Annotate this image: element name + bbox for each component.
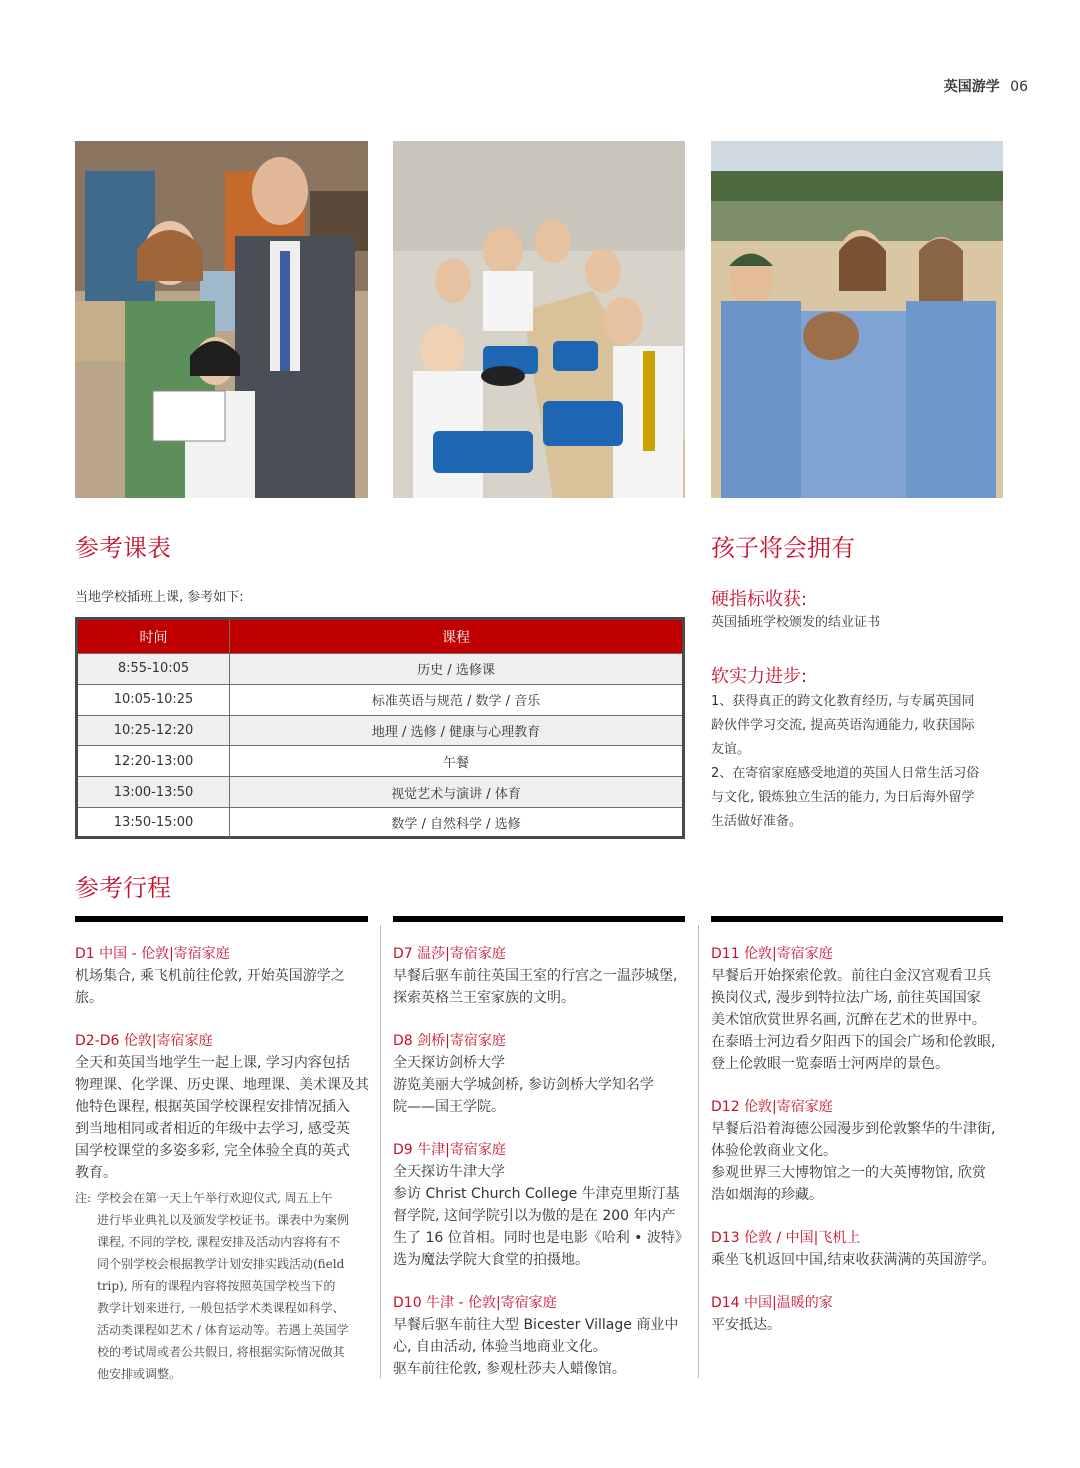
day-d8: [393, 1030, 690, 1118]
text-line: 全天和英国当地学生一起上课, 学习内容包括: [75, 1055, 350, 1071]
page-number: 06: [1010, 79, 1028, 95]
column-divider-bar: [711, 916, 1003, 922]
text-line: 教学计划来进行, 一般包括学术类课程如科学、: [97, 1301, 345, 1315]
day-title: D2-D6 伦敦|寄宿家庭: [75, 1033, 213, 1049]
day-title: D8 剑桥|寄宿家庭: [393, 1033, 506, 1049]
text-line: 选为魔法学院大食堂的拍摄地。: [393, 1252, 589, 1268]
row-time: 8:55-10:05: [78, 654, 230, 684]
schedule-table: [75, 617, 685, 839]
row-time: 10:05-10:25: [78, 685, 230, 715]
text-line: 1、获得真正的跨文化教育经历, 与专属英国同: [711, 694, 975, 709]
text-line: 他特色课程, 根据英国学校课程安排情况插入: [75, 1099, 350, 1115]
text-line: 物理课、化学课、历史课、地理课、美术课及其: [75, 1077, 369, 1093]
table-row: [78, 807, 682, 838]
day-title: D7 温莎|寄宿家庭: [393, 946, 506, 962]
text-line: 机场集合, 乘飞机前往伦敦, 开始英国游学之: [75, 968, 345, 984]
header-time: 时间: [78, 620, 230, 653]
day-d10: [393, 1292, 690, 1380]
playground-friends-photo: [711, 141, 1003, 498]
text-line: 乘坐飞机返回中国,结束收获满满的英国游学。: [711, 1252, 996, 1268]
table-body: [78, 653, 682, 838]
note-label: 注:: [75, 1191, 92, 1205]
soft-gains-text: [711, 690, 1011, 834]
day-body: [393, 1314, 690, 1380]
day-body: [75, 965, 372, 1009]
day-title: D12 伦敦|寄宿家庭: [711, 1099, 833, 1115]
day-d14: [711, 1292, 1008, 1336]
text-line: 2、在寄宿家庭感受地道的英国人日常生活习俗: [711, 766, 980, 781]
text-line: 与文化, 锻炼独立生活的能力, 为日后海外留学: [711, 790, 975, 805]
header-brand: 英国游学: [943, 79, 1000, 95]
day-body: [711, 1118, 1008, 1206]
text-line: 生了 16 位首相。同时也是电影《哈利 • 波特》: [393, 1230, 689, 1246]
text-line: 平安抵达。: [711, 1317, 781, 1333]
text-line: 参访 Christ Church College 牛津克里斯汀基: [393, 1186, 680, 1202]
table-row: [78, 745, 682, 776]
text-line: 浩如烟海的珍藏。: [711, 1187, 823, 1203]
row-time: 13:00-13:50: [78, 777, 230, 807]
text-line: 校的考试周或者公共假日, 将根据实际情况做其: [97, 1345, 345, 1359]
day-d2-d6: [75, 1030, 372, 1184]
row-course: 视觉艺术与演讲 / 体育: [391, 786, 521, 802]
text-line: 院——国王学院。: [393, 1099, 505, 1115]
text-line: 游览美丽大学城剑桥, 参访剑桥大学知名学: [393, 1077, 654, 1093]
day-title: D1 中国 - 伦敦|寄宿家庭: [75, 946, 230, 962]
text-line: 课程, 不同的学校, 课程安排及活动内容将有不: [97, 1235, 341, 1249]
text-line: 生活做好准备。: [711, 814, 803, 829]
row-course: 地理 / 选修 / 健康与心理教育: [371, 724, 541, 740]
text-line: 早餐后驱车前往大型 Bicester Village 商业中: [393, 1317, 679, 1333]
day-body: [711, 1314, 1008, 1336]
day-d11: [711, 943, 1008, 1075]
day-body: [711, 965, 1008, 1075]
text-line: 活动类课程如艺术 / 体育运动等。若遇上英国学: [97, 1323, 349, 1337]
text-line: 体验伦敦商业文化。: [711, 1143, 837, 1159]
text-line: 早餐后驱车前往英国王室的行宫之一温莎城堡,: [393, 968, 678, 984]
text-line: 早餐后开始探索伦敦。前往白金汉宫观看卫兵: [711, 968, 991, 984]
text-line: 早餐后沿着海德公园漫步到伦敦繁华的牛津街,: [711, 1121, 996, 1137]
itinerary-title: 参考行程: [75, 874, 171, 902]
text-line: 心, 自由活动, 体验当地商业文化。: [393, 1339, 607, 1355]
table-row: [78, 776, 682, 807]
text-line: 教育。: [75, 1165, 117, 1181]
day-d9: [393, 1139, 690, 1271]
row-time: 10:25-12:20: [78, 716, 230, 746]
school-lunch-photo: [393, 141, 685, 498]
column-divider-bar: [393, 916, 685, 922]
note-text: [75, 1187, 375, 1385]
text-line: 他安排或调整。: [97, 1367, 182, 1381]
text-line: 驱车前往伦敦, 参观杜莎夫人蜡像馆。: [393, 1361, 626, 1377]
text-line: 探索英格兰王室家族的文明。: [393, 990, 575, 1006]
day-title: D9 牛津|寄宿家庭: [393, 1142, 506, 1158]
text-line: 美术馆欣赏世界名画, 沉醉在艺术的世界中。: [711, 1012, 986, 1028]
table-row: [78, 715, 682, 746]
day-title: D10 牛津 - 伦敦|寄宿家庭: [393, 1295, 557, 1311]
text-line: trip), 所有的课程内容将按照英国学校当下的: [97, 1279, 336, 1293]
day-d13: [711, 1227, 1008, 1271]
text-line: 全天探访牛津大学: [393, 1164, 505, 1180]
text-line: 进行毕业典礼以及颁发学校证书。课表中为案例: [97, 1213, 350, 1227]
text-line: 全天探访剑桥大学: [393, 1055, 505, 1071]
day-body: [393, 1161, 690, 1271]
soft-gains-title: 软实力进步:: [711, 666, 808, 687]
hard-gains-title: 硬指标收获:: [711, 589, 808, 610]
day-body: [393, 1052, 690, 1118]
text-line: 督学院, 这间学院引以为傲的是在 200 年内产: [393, 1208, 676, 1224]
day-title: D13 伦敦 / 中国|飞机上: [711, 1230, 861, 1246]
gains-title: 孩子将会拥有: [711, 534, 855, 562]
table-row: [78, 653, 682, 684]
row-course: 历史 / 选修课: [417, 663, 495, 679]
text-line: 在泰晤士河边看夕阳西下的国会广场和伦敦眼,: [711, 1034, 996, 1050]
header-course: 课程: [442, 629, 470, 646]
day-d7: [393, 943, 690, 1009]
day-body: [75, 1052, 372, 1184]
row-time: 13:50-15:00: [78, 808, 230, 838]
text-line: 到当地相同或者相近的年级中去学习, 感受英: [75, 1121, 350, 1137]
text-line: 换岗仪式, 漫步到特拉法广场, 前往英国国家: [711, 990, 981, 1006]
day-d1: [75, 943, 372, 1009]
row-course: 午餐: [442, 755, 469, 771]
column-separator: [380, 925, 381, 1378]
text-line: 参观世界三大博物馆之一的大英博物馆, 欣赏: [711, 1165, 986, 1181]
text-line: 登上伦敦眼一览泰晤士河两岸的景色。: [711, 1056, 949, 1072]
row-course: 数学 / 自然科学 / 选修: [391, 817, 521, 833]
text-line: 旅。: [75, 990, 103, 1006]
day-d12: [711, 1096, 1008, 1206]
day-title: D11 伦敦|寄宿家庭: [711, 946, 833, 962]
text-line: 国学校课堂的多姿多彩, 完全体验全真的英式: [75, 1143, 350, 1159]
day-body: [393, 965, 690, 1009]
row-time: 12:20-13:00: [78, 746, 230, 776]
row-course: 标准英语与规范 / 数学 / 音乐: [371, 694, 541, 710]
text-line: 同个别学校会根据教学计划安排实践活动(field: [97, 1257, 345, 1271]
table-row: [78, 684, 682, 715]
text-line: 友谊。: [711, 742, 751, 757]
schedule-title: 参考课表: [75, 534, 171, 562]
text-line: 龄伙伴学习交流, 提高英语沟通能力, 收获国际: [711, 718, 975, 733]
schedule-note: [75, 1187, 375, 1385]
table-header-row: [78, 620, 682, 653]
day-title: D14 中国|温暖的家: [711, 1295, 833, 1311]
text-line: 学校会在第一天上午举行欢迎仪式, 周五上午: [97, 1191, 333, 1205]
page-header: [944, 76, 1028, 96]
column-separator: [698, 925, 699, 1378]
column-divider-bar: [75, 916, 368, 922]
hard-gains-text: 英国插班学校颁发的结业证书: [711, 615, 881, 630]
day-body: [711, 1249, 1008, 1271]
classroom-certificate-photo: [75, 141, 368, 498]
schedule-intro: 当地学校插班上课, 参考如下:: [75, 590, 244, 605]
